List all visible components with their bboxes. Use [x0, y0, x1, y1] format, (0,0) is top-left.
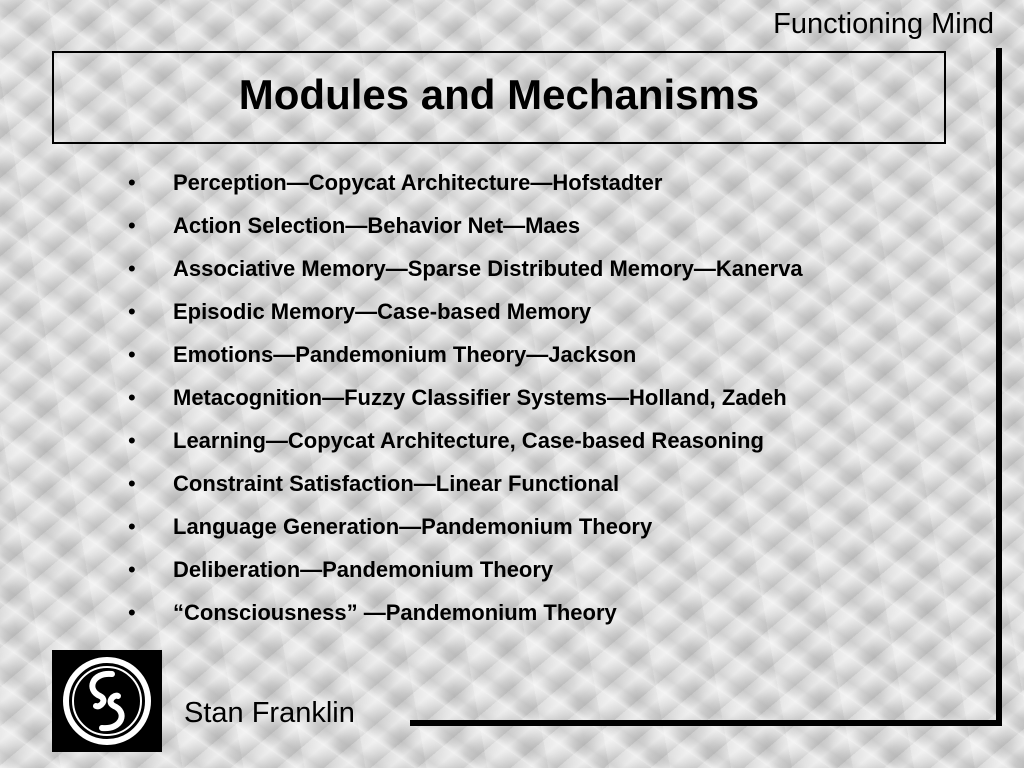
bullet-dot: • [128, 256, 136, 281]
bullet-text: Associative Memory—Sparse Distributed Memory—Kanerva [173, 256, 803, 281]
bullet-item [124, 557, 803, 600]
bullet-dot: • [128, 385, 136, 410]
title-box [52, 51, 946, 144]
bullet-item [124, 170, 803, 213]
bullet-dot: • [128, 428, 136, 453]
bullet-list [124, 170, 803, 643]
bullet-dot: • [128, 514, 136, 539]
header-label: Functioning Mind [773, 8, 994, 40]
bullet-item [124, 299, 803, 342]
bullet-dot: • [128, 557, 136, 582]
author-name: Stan Franklin [184, 697, 355, 729]
bullet-item [124, 256, 803, 299]
bullet-item [124, 213, 803, 256]
bullet-dot: • [128, 213, 136, 238]
bullet-item [124, 385, 803, 428]
bullet-text: Deliberation—Pandemonium Theory [173, 557, 554, 582]
slide-title: Modules and Mechanisms [238, 70, 760, 118]
bullet-text: Emotions—Pandemonium Theory—Jackson [173, 342, 637, 367]
bullet-item [124, 471, 803, 514]
bullet-item [124, 342, 803, 385]
bullet-dot: • [128, 600, 136, 625]
bullet-text: Constraint Satisfaction—Linear Functional [173, 471, 620, 496]
bullet-dot: • [128, 299, 136, 324]
bullet-item [124, 600, 803, 643]
bullet-dot: • [128, 342, 136, 367]
frame-bottom-border [410, 720, 1002, 726]
bullet-text: Learning—Copycat Architecture, Case-based Reasoning [173, 428, 764, 453]
bullet-text: “Consciousness” —Pandemonium Theory [173, 600, 617, 625]
frame-right-border [996, 48, 1002, 726]
bullet-item [124, 428, 803, 471]
university-logo-icon [52, 650, 162, 752]
bullet-text: Action Selection—Behavior Net—Maes [173, 213, 581, 238]
bullet-text: Language Generation—Pandemonium Theory [173, 514, 653, 539]
bullet-text: Perception—Copycat Architecture—Hofstadter [173, 170, 663, 195]
bullet-text: Metacognition—Fuzzy Classifier Systems—Holland, Zadeh [173, 385, 787, 410]
bullet-item [124, 514, 803, 557]
bullet-dot: • [128, 170, 136, 195]
bullet-dot: • [128, 471, 136, 496]
bullet-text: Episodic Memory—Case-based Memory [173, 299, 592, 324]
